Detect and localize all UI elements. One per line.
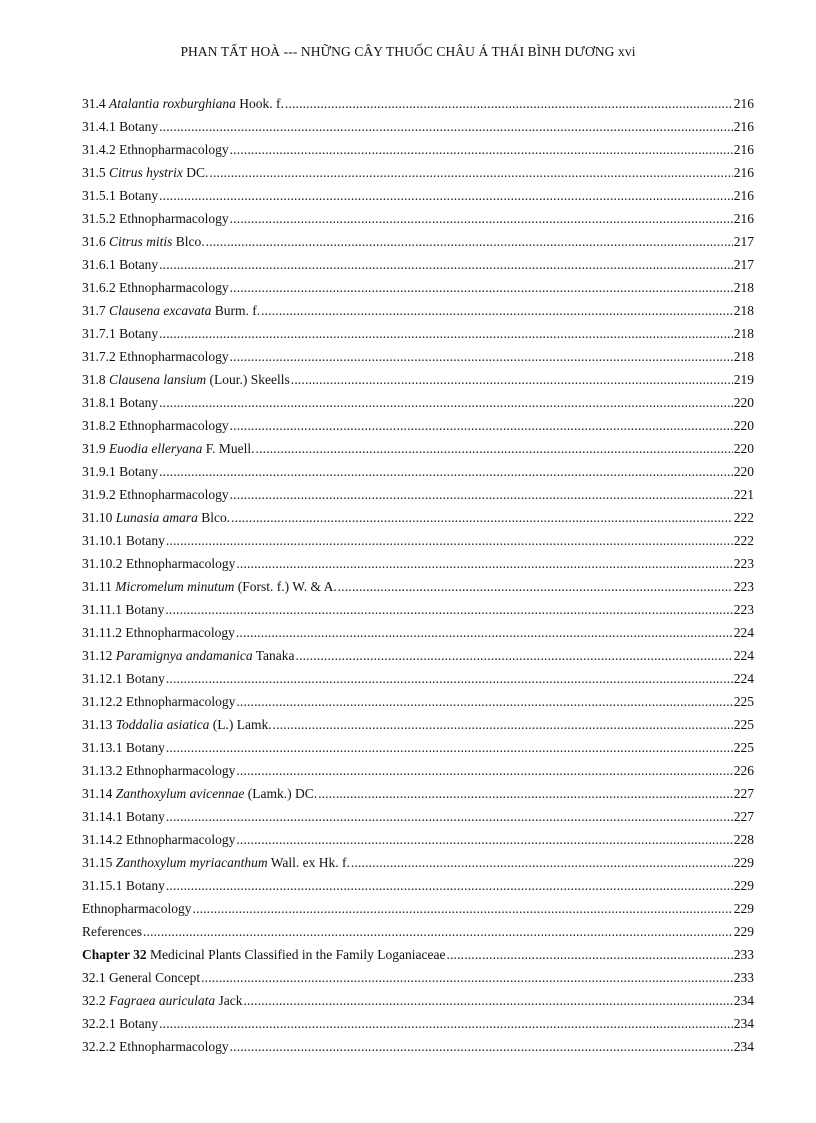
toc-entry-text: 31.12.1 Botany <box>82 671 165 686</box>
toc-entry[interactable] <box>82 552 754 575</box>
toc-entry-title <box>82 736 165 759</box>
toc-leader-dots <box>236 828 732 851</box>
toc-entry[interactable] <box>82 460 754 483</box>
toc-entry-title <box>82 368 290 391</box>
toc-page-number: 221 <box>733 487 754 502</box>
toc-entry[interactable] <box>82 483 754 506</box>
toc-entry-title <box>82 644 295 667</box>
toc-entry[interactable] <box>82 920 754 943</box>
toc-entry-title <box>82 920 142 943</box>
toc-entry-text: 31.4.1 Botany <box>82 119 159 134</box>
toc-entry-title <box>82 414 229 437</box>
toc-entry[interactable] <box>82 943 754 966</box>
toc-entry-text: 31.8 <box>82 372 109 387</box>
toc-entry-text: 31.14.2 Ethnopharmacology <box>82 832 236 847</box>
toc-entry-title <box>82 943 445 966</box>
toc-entry[interactable] <box>82 345 754 368</box>
toc-entry-species-name: Euodia elleryana <box>109 441 203 456</box>
toc-page-number: 220 <box>733 441 754 456</box>
toc-page-number: 220 <box>733 464 754 479</box>
toc-page-number: 227 <box>733 786 754 801</box>
toc-entry-title <box>82 851 350 874</box>
toc-page-number: 216 <box>733 142 754 157</box>
toc-page-number: 220 <box>733 418 754 433</box>
toc-leader-dots <box>166 667 733 690</box>
toc-entry-author: Tanaka <box>252 648 295 663</box>
toc-entry-species-name: Clausena lansium <box>109 372 207 387</box>
toc-entry-text: 31.15.1 Botany <box>82 878 165 893</box>
table-of-contents <box>82 92 754 1058</box>
toc-leader-dots <box>143 920 733 943</box>
toc-entry[interactable] <box>82 1012 754 1035</box>
toc-page-number: 224 <box>733 648 754 663</box>
toc-leader-dots <box>351 851 733 874</box>
toc-page-number: 219 <box>733 372 754 387</box>
toc-entry-title <box>82 575 337 598</box>
toc-entry[interactable] <box>82 506 754 529</box>
toc-entry-title <box>82 299 260 322</box>
toc-entry[interactable] <box>82 92 754 115</box>
toc-page-number: 220 <box>733 395 754 410</box>
toc-entry-title <box>82 184 158 207</box>
toc-page-number: 216 <box>733 165 754 180</box>
toc-entry-title <box>82 138 229 161</box>
toc-entry-title <box>82 437 255 460</box>
toc-leader-dots <box>192 897 732 920</box>
toc-entry-text: 31.10 <box>82 510 116 525</box>
toc-entry-text: 31.8.2 Ethnopharmacology <box>82 418 229 433</box>
toc-page-number: 234 <box>733 1039 754 1054</box>
toc-entry[interactable] <box>82 598 754 621</box>
toc-entry-text: 31.4.2 Ethnopharmacology <box>82 142 229 157</box>
toc-entry[interactable] <box>82 138 754 161</box>
toc-entry-text: 31.8.1 Botany <box>82 395 159 410</box>
toc-entry-title <box>82 805 165 828</box>
toc-entry-text: 31.5 <box>82 165 109 180</box>
toc-entry-title <box>82 506 230 529</box>
toc-page-number: 218 <box>733 280 754 295</box>
toc-entry-text: 31.11.2 Ethnopharmacology <box>82 625 235 640</box>
toc-entry-text: 31.10.1 Botany <box>82 533 165 548</box>
toc-page-number: 217 <box>733 257 754 272</box>
toc-entry-title <box>82 874 165 897</box>
toc-entry-title <box>82 759 235 782</box>
toc-leader-dots <box>166 736 733 759</box>
toc-entry-title <box>82 529 165 552</box>
toc-entry-title <box>82 322 158 345</box>
toc-leader-dots <box>231 506 733 529</box>
toc-entry-species-name: Fagraea auriculata <box>109 993 216 1008</box>
toc-page-number: 229 <box>733 878 754 893</box>
toc-page-number: 216 <box>733 188 754 203</box>
toc-entry-text: 31.6.2 Ethnopharmacology <box>82 280 229 295</box>
toc-entry-species-name: Micromelum minutum <box>115 579 235 594</box>
toc-entry-text: References <box>82 924 142 939</box>
toc-page-number: 228 <box>733 832 754 847</box>
toc-entry-text: 31.13.1 Botany <box>82 740 165 755</box>
toc-leader-dots <box>201 966 733 989</box>
toc-entry-text: 31.10.2 Ethnopharmacology <box>82 556 236 571</box>
toc-entry[interactable] <box>82 322 754 345</box>
toc-entry-author: DC. <box>182 165 209 180</box>
toc-entry-species-name: Citrus hystrix <box>109 165 183 180</box>
toc-entry-title <box>82 253 158 276</box>
toc-entry[interactable] <box>82 230 754 253</box>
toc-leader-dots <box>159 115 733 138</box>
toc-entry-text: 32.2.1 Botany <box>82 1016 159 1031</box>
toc-entry-title <box>82 230 205 253</box>
toc-leader-dots <box>209 161 732 184</box>
toc-page-number: 226 <box>733 763 754 778</box>
toc-entry[interactable] <box>82 851 754 874</box>
toc-entry-text: 31.13.2 Ethnopharmacology <box>82 763 236 778</box>
toc-entry-author: (Lour.) Skeells <box>206 372 290 387</box>
toc-entry-text: 31.6 <box>82 234 109 249</box>
toc-leader-dots <box>285 92 733 115</box>
toc-leader-dots <box>166 805 733 828</box>
toc-entry-author: (Forst. f.) W. & A. <box>234 579 337 594</box>
toc-page-number: 234 <box>733 1016 754 1031</box>
toc-leader-dots <box>318 782 733 805</box>
toc-entry[interactable] <box>82 529 754 552</box>
toc-entry-title <box>82 1035 229 1058</box>
toc-entry[interactable] <box>82 759 754 782</box>
toc-leader-dots <box>206 230 733 253</box>
toc-entry[interactable] <box>82 391 754 414</box>
toc-entry-title <box>82 92 284 115</box>
toc-leader-dots <box>166 529 733 552</box>
toc-entry[interactable] <box>82 575 754 598</box>
toc-entry-text: 31.15 <box>82 855 116 870</box>
toc-entry-text: 31.6.1 Botany <box>82 257 159 272</box>
toc-entry-text: 31.11 <box>82 579 116 594</box>
toc-entry-text: 31.7.2 Ethnopharmacology <box>82 349 229 364</box>
toc-entry-text: 31.5.1 Botany <box>82 188 159 203</box>
toc-entry-title <box>82 621 235 644</box>
toc-entry-title <box>82 713 272 736</box>
toc-entry[interactable] <box>82 115 754 138</box>
toc-leader-dots <box>159 1012 733 1035</box>
toc-entry-title <box>82 667 165 690</box>
toc-entry-title <box>82 989 243 1012</box>
toc-entry[interactable] <box>82 414 754 437</box>
toc-entry-text: 31.12 <box>82 648 116 663</box>
toc-page-number: 227 <box>733 809 754 824</box>
toc-leader-dots <box>230 138 733 161</box>
toc-entry-text: 31.9 <box>82 441 109 456</box>
toc-entry[interactable] <box>82 276 754 299</box>
toc-entry[interactable] <box>82 253 754 276</box>
toc-page-number: 223 <box>733 602 754 617</box>
toc-leader-dots <box>230 345 733 368</box>
toc-entry[interactable] <box>82 874 754 897</box>
toc-entry-text: 32.2 <box>82 993 109 1008</box>
toc-page-number: 222 <box>733 510 754 525</box>
toc-entry-species-name: Citrus mitis <box>109 234 173 249</box>
toc-leader-dots <box>166 874 733 897</box>
toc-entry-text: 31.9.2 Ethnopharmacology <box>82 487 229 502</box>
toc-entry-author: Blco. <box>197 510 231 525</box>
toc-entry-title <box>82 391 158 414</box>
toc-entry[interactable] <box>82 437 754 460</box>
toc-leader-dots <box>159 253 733 276</box>
toc-entry[interactable] <box>82 184 754 207</box>
toc-leader-dots <box>296 644 733 667</box>
toc-entry[interactable] <box>82 828 754 851</box>
toc-entry[interactable] <box>82 897 754 920</box>
toc-entry[interactable] <box>82 736 754 759</box>
toc-entry-species-name: Lunasia amara <box>115 510 198 525</box>
toc-page-number: 225 <box>733 740 754 755</box>
toc-leader-dots <box>230 276 733 299</box>
toc-entry-text: 31.11.1 Botany <box>82 602 165 617</box>
toc-entry-text: 31.13 <box>82 717 116 732</box>
toc-entry-author: Wall. ex Hk. f. <box>267 855 350 870</box>
toc-entry-title <box>82 828 235 851</box>
toc-entry-species-name: Atalantia roxburghiana <box>109 96 236 111</box>
toc-leader-dots <box>273 713 733 736</box>
toc-entry-author: (Lamk.) DC. <box>244 786 318 801</box>
toc-entry-text: 31.14.1 Botany <box>82 809 165 824</box>
toc-page-number: 218 <box>733 303 754 318</box>
toc-page-number: 216 <box>733 211 754 226</box>
toc-entry[interactable] <box>82 805 754 828</box>
toc-entry-author: Blco. <box>172 234 205 249</box>
toc-entry[interactable] <box>82 621 754 644</box>
toc-page-number: 229 <box>733 855 754 870</box>
toc-page-number: 233 <box>733 970 754 985</box>
toc-entry-title <box>82 1012 158 1035</box>
toc-leader-dots <box>230 414 733 437</box>
toc-leader-dots <box>159 322 733 345</box>
toc-page-number: 225 <box>733 717 754 732</box>
toc-entry[interactable] <box>82 299 754 322</box>
toc-page-number: 216 <box>733 96 754 111</box>
toc-leader-dots <box>236 621 733 644</box>
toc-leader-dots <box>230 1035 733 1058</box>
toc-entry-text: 32.1 General Concept <box>82 970 201 985</box>
toc-leader-dots <box>256 437 733 460</box>
toc-entry-text: 31.9.1 Botany <box>82 464 159 479</box>
toc-page-number: 218 <box>733 349 754 364</box>
toc-entry-text: 32.2.2 Ethnopharmacology <box>82 1039 229 1054</box>
toc-page-number: 222 <box>733 533 754 548</box>
toc-page-number: 229 <box>733 924 754 939</box>
toc-entry-text: 31.7.1 Botany <box>82 326 159 341</box>
toc-entry[interactable] <box>82 667 754 690</box>
toc-leader-dots <box>159 391 733 414</box>
toc-leader-dots <box>446 943 732 966</box>
toc-entry[interactable] <box>82 1035 754 1058</box>
toc-entry-text: Medicinal Plants Classified in the Family Loganiaceae <box>146 947 446 962</box>
toc-entry-title <box>82 690 235 713</box>
toc-leader-dots <box>230 207 733 230</box>
toc-page-number: 234 <box>733 993 754 1008</box>
toc-entry[interactable] <box>82 368 754 391</box>
toc-entry-title <box>82 598 164 621</box>
toc-entry[interactable] <box>82 713 754 736</box>
toc-entry[interactable] <box>82 989 754 1012</box>
toc-page-number: 216 <box>733 119 754 134</box>
toc-entry[interactable] <box>82 690 754 713</box>
toc-entry-title <box>82 276 229 299</box>
toc-page-number: 223 <box>733 579 754 594</box>
toc-leader-dots <box>159 460 733 483</box>
toc-entry-chapter-label: Chapter 32 <box>82 947 147 962</box>
toc-leader-dots <box>236 759 732 782</box>
toc-entry-author: Jack <box>215 993 243 1008</box>
toc-entry-author: F. Muell. <box>202 441 255 456</box>
toc-entry[interactable] <box>82 782 754 805</box>
toc-leader-dots <box>244 989 733 1012</box>
toc-page-number: 223 <box>733 556 754 571</box>
toc-entry-text: Ethnopharmacology <box>82 901 192 916</box>
toc-entry-title <box>82 207 229 230</box>
toc-page-number: 217 <box>733 234 754 249</box>
toc-entry-title <box>82 966 200 989</box>
toc-leader-dots <box>338 575 733 598</box>
toc-leader-dots <box>159 184 733 207</box>
toc-leader-dots <box>291 368 733 391</box>
toc-entry-species-name: Clausena excavata <box>109 303 212 318</box>
toc-entry-title <box>82 345 229 368</box>
toc-leader-dots <box>236 690 732 713</box>
toc-entry-text: 31.5.2 Ethnopharmacology <box>82 211 229 226</box>
toc-page-number: 218 <box>733 326 754 341</box>
toc-leader-dots <box>261 299 733 322</box>
toc-page-number: 233 <box>733 947 754 962</box>
toc-entry[interactable] <box>82 966 754 989</box>
toc-leader-dots <box>230 483 733 506</box>
toc-leader-dots <box>236 552 732 575</box>
toc-leader-dots <box>165 598 732 621</box>
toc-entry-title <box>82 782 317 805</box>
toc-page-number: 224 <box>733 625 754 640</box>
toc-entry-title <box>82 483 229 506</box>
toc-entry-text: 31.14 <box>82 786 116 801</box>
toc-entry[interactable] <box>82 161 754 184</box>
toc-entry-title <box>82 115 158 138</box>
toc-entry-text: 31.7 <box>82 303 109 318</box>
toc-entry-author: Hook. f. <box>235 96 284 111</box>
toc-entry-species-name: Paramignya andamanica <box>115 648 253 663</box>
toc-entry-species-name: Zanthoxylum myriacanthum <box>115 855 268 870</box>
toc-entry-species-name: Zanthoxylum avicennae <box>115 786 245 801</box>
toc-entry-title <box>82 552 235 575</box>
toc-entry-author: Burm. f. <box>211 303 261 318</box>
toc-entry-title <box>82 161 208 184</box>
toc-entry-title <box>82 897 191 920</box>
toc-entry-title <box>82 460 158 483</box>
toc-entry-species-name: Toddalia asiatica <box>115 717 210 732</box>
toc-entry[interactable] <box>82 207 754 230</box>
page-header: PHAN TẤT HOÀ --- NHỮNG CÂY THUỐC CHÂU Á THÁI BÌNH DƯƠNG xvi <box>180 44 636 59</box>
toc-entry[interactable] <box>82 644 754 667</box>
toc-entry-text: 31.12.2 Ethnopharmacology <box>82 694 236 709</box>
toc-page-number: 224 <box>733 671 754 686</box>
toc-entry-author: (L.) Lamk. <box>209 717 272 732</box>
toc-page-number: 229 <box>733 901 754 916</box>
toc-entry-text: 31.4 <box>82 96 109 111</box>
toc-page-number: 225 <box>733 694 754 709</box>
